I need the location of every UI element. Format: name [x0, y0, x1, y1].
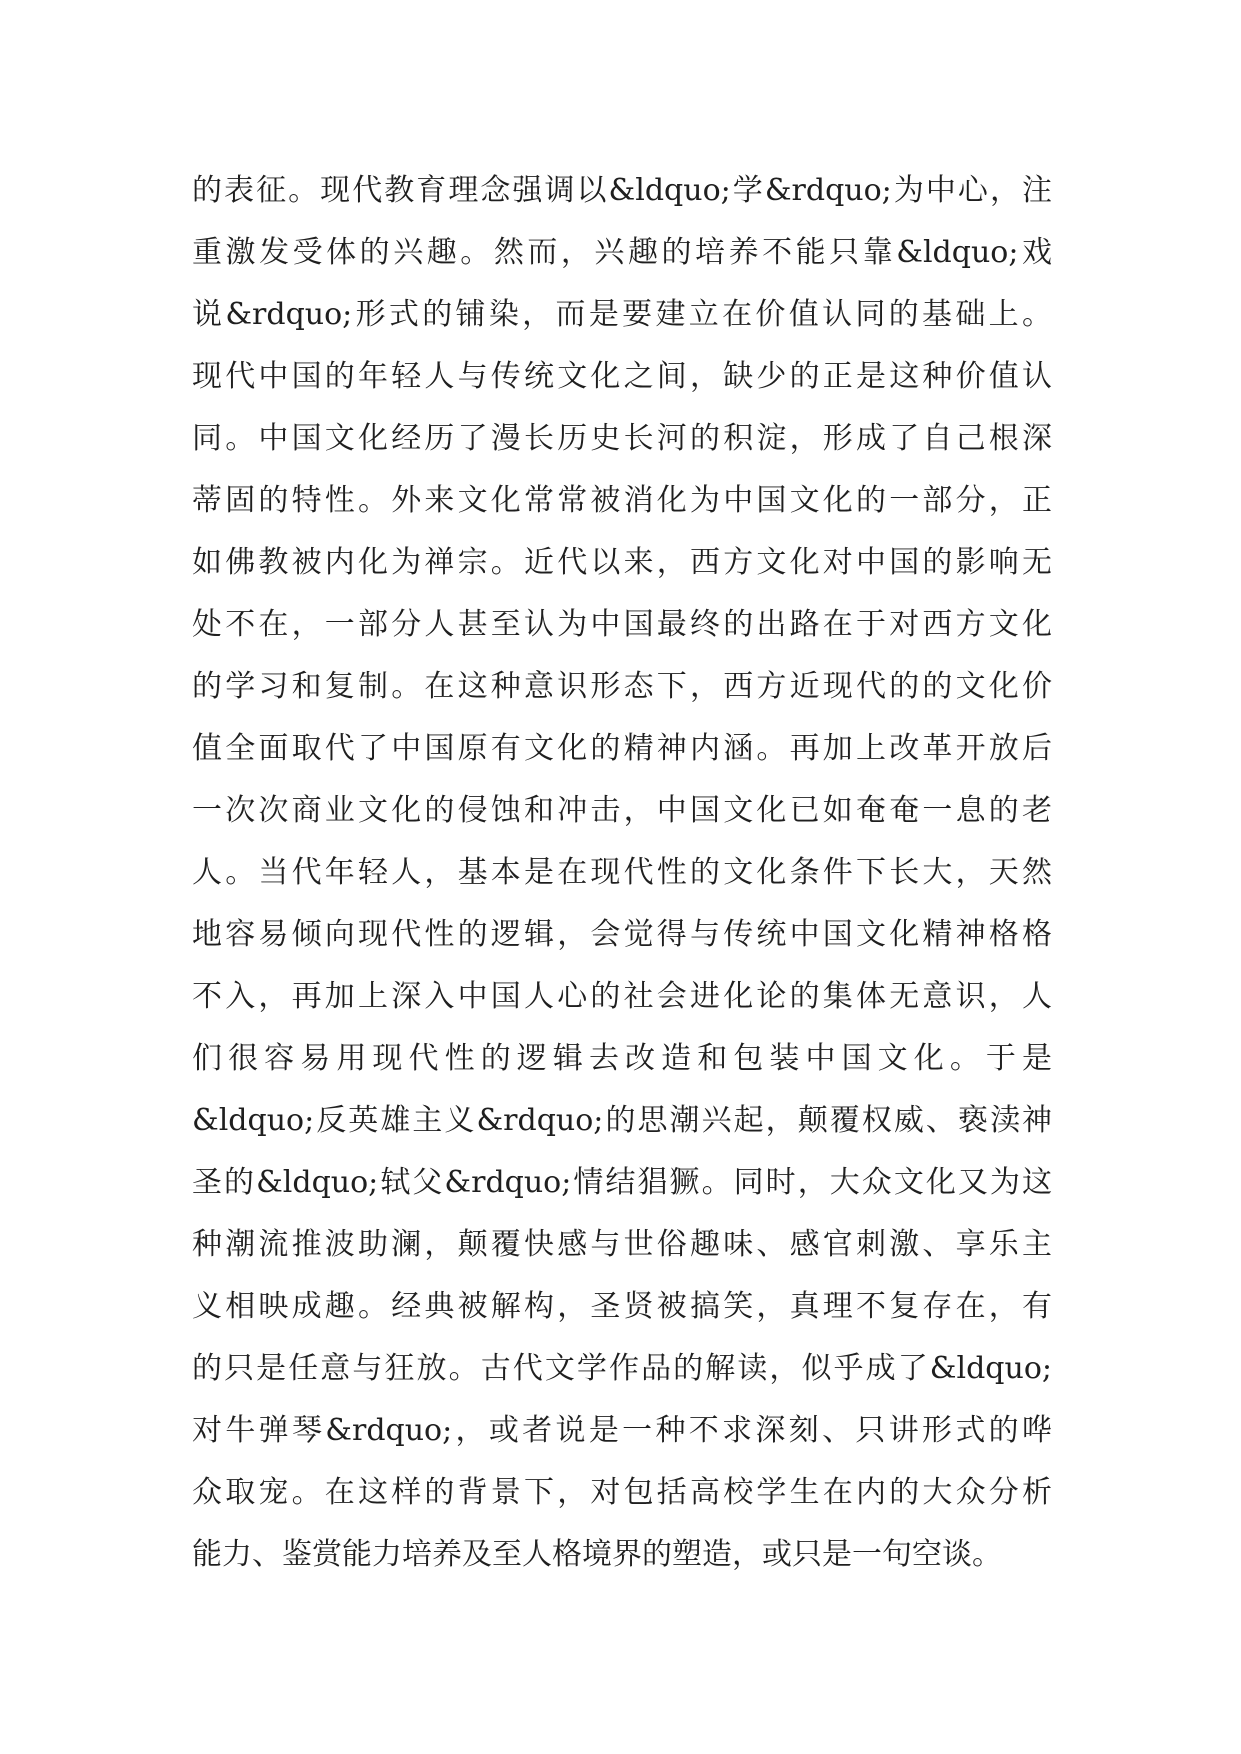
- text-line: 们很容易用现代性的逻辑去改造和包装中国文化。于是: [192, 1041, 1052, 1076]
- text-line: &ldquo;反英雄主义&rdquo;的思潮兴起，颠覆权威、亵渎神: [192, 1103, 1052, 1138]
- text-line: 地容易倾向现代性的逻辑，会觉得与传统中国文化精神格格: [192, 917, 1052, 952]
- text-line: 现代中国的年轻人与传统文化之间，缺少的正是这种价值认: [192, 359, 1052, 394]
- text-line: 的表征。现代教育理念强调以&ldquo;学&rdquo;为中心，注: [192, 173, 1052, 208]
- text-line: 的学习和复制。在这种意识形态下，西方近现代的的文化价: [192, 669, 1052, 704]
- text-line: 对牛弹琴&rdquo;，或者说是一种不求深刻、只讲形式的哗: [192, 1413, 1052, 1448]
- text-line: 种潮流推波助澜，颠覆快感与世俗趣味、感官刺激、享乐主: [192, 1227, 1052, 1262]
- text-line: 值全面取代了中国原有文化的精神内涵。再加上改革开放后: [192, 731, 1052, 766]
- text-line: 一次次商业文化的侵蚀和冲击，中国文化已如奄奄一息的老: [192, 793, 1052, 828]
- text-line: 圣的&ldquo;轼父&rdquo;情结猖獗。同时，大众文化又为这: [192, 1165, 1052, 1200]
- text-line: 蒂固的特性。外来文化常常被消化为中国文化的一部分，正: [192, 483, 1052, 518]
- text-line: 处不在，一部分人甚至认为中国最终的出路在于对西方文化: [192, 607, 1052, 642]
- text-line: 能力、鉴赏能力培养及至人格境界的塑造，或只是一句空谈。: [192, 1537, 1002, 1572]
- text-line: 众取宠。在这样的背景下，对包括高校学生在内的大众分析: [192, 1475, 1052, 1510]
- text-line: 同。中国文化经历了漫长历史长河的积淀，形成了自己根深: [192, 421, 1052, 456]
- text-line: 不入，再加上深入中国人心的社会进化论的集体无意识，人: [192, 979, 1052, 1014]
- text-line: 重激发受体的兴趣。然而，兴趣的培养不能只靠&ldquo;戏: [192, 235, 1052, 270]
- text-line: 说&rdquo;形式的铺染，而是要建立在价值认同的基础上。: [192, 297, 1052, 332]
- text-line: 的只是任意与狂放。古代文学作品的解读，似乎成了&ldquo;: [192, 1351, 1052, 1386]
- text-line: 人。当代年轻人，基本是在现代性的文化条件下长大，天然: [192, 855, 1052, 890]
- text-line: 如佛教被内化为禅宗。近代以来，西方文化对中国的影响无: [192, 545, 1052, 580]
- text-line: 义相映成趣。经典被解构，圣贤被搞笑，真理不复存在，有: [192, 1289, 1052, 1324]
- body-text: [192, 160, 1052, 1586]
